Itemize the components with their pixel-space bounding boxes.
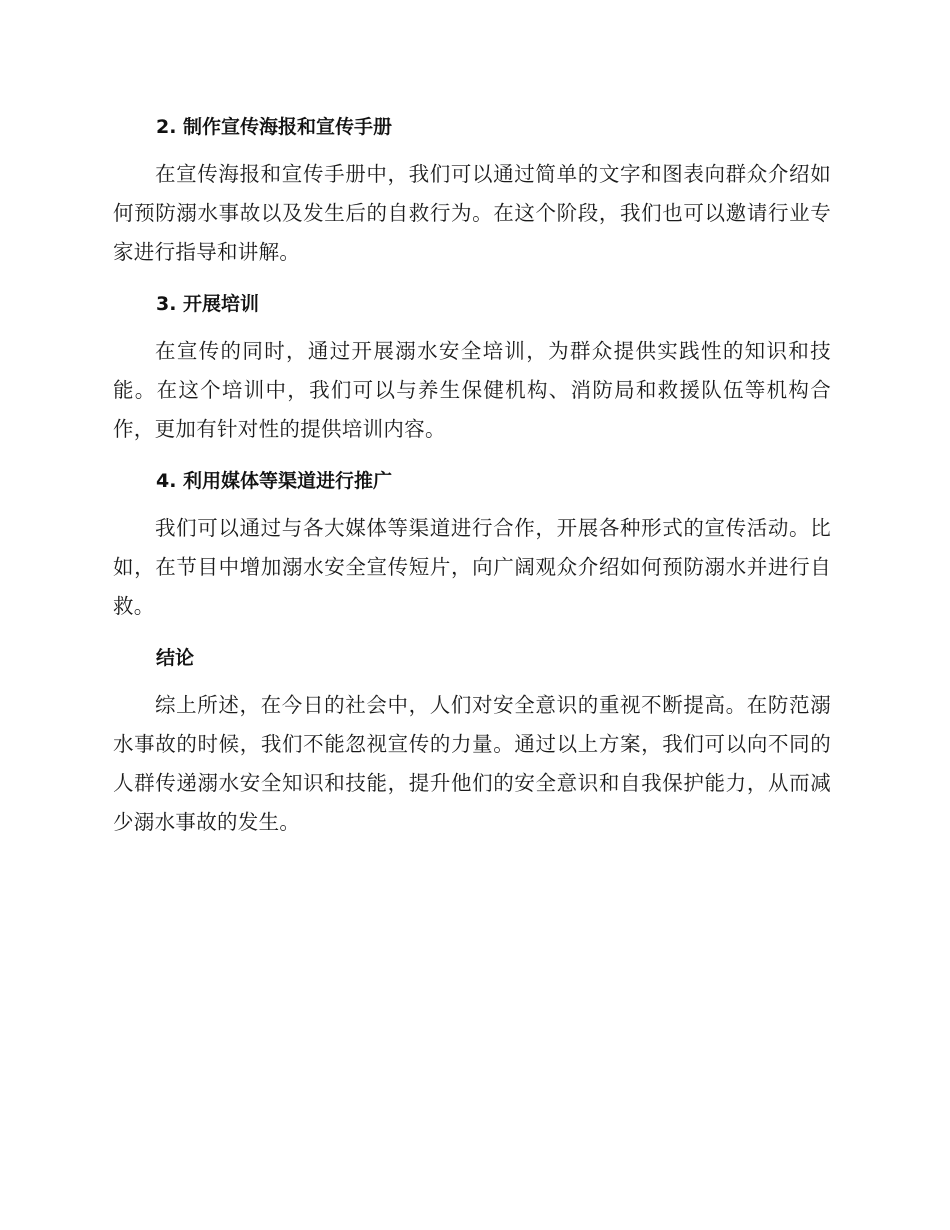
document-body: [113, 108, 831, 855]
section-paragraph-conclusion: 综上所述，在今日的社会中，人们对安全意识的重视不断提高。在防范溺水事故的时候，我们不能忽视宣传的力量。通过以上方案，我们可以向不同的人群传递溺水安全知识和技能，提升他们的安全意识和自我保护能力，从而减少溺水事故的发生。: [113, 693, 831, 834]
section-heading-posters: 2. 制作宣传海报和宣传手册: [156, 116, 393, 138]
section-heading-conclusion: 结论: [156, 647, 195, 669]
section-heading-media: 4. 利用媒体等渠道进行推广: [156, 470, 393, 492]
section-heading-training: 3. 开展培训: [156, 293, 260, 315]
section-paragraph-media: 我们可以通过与各大媒体等渠道进行合作，开展各种形式的宣传活动。比如，在节目中增加溺水安全宣传短片，向广阔观众介绍如何预防溺水并进行自救。: [113, 516, 831, 618]
section-paragraph-posters: 在宣传海报和宣传手册中，我们可以通过简单的文字和图表向群众介绍如何预防溺水事故以及发生后的自救行为。在这个阶段，我们也可以邀请行业专家进行指导和讲解。: [113, 162, 831, 264]
section-paragraph-training: 在宣传的同时，通过开展溺水安全培训，为群众提供实践性的知识和技能。在这个培训中，我们可以与养生保健机构、消防局和救援队伍等机构合作，更加有针对性的提供培训内容。: [113, 339, 831, 441]
